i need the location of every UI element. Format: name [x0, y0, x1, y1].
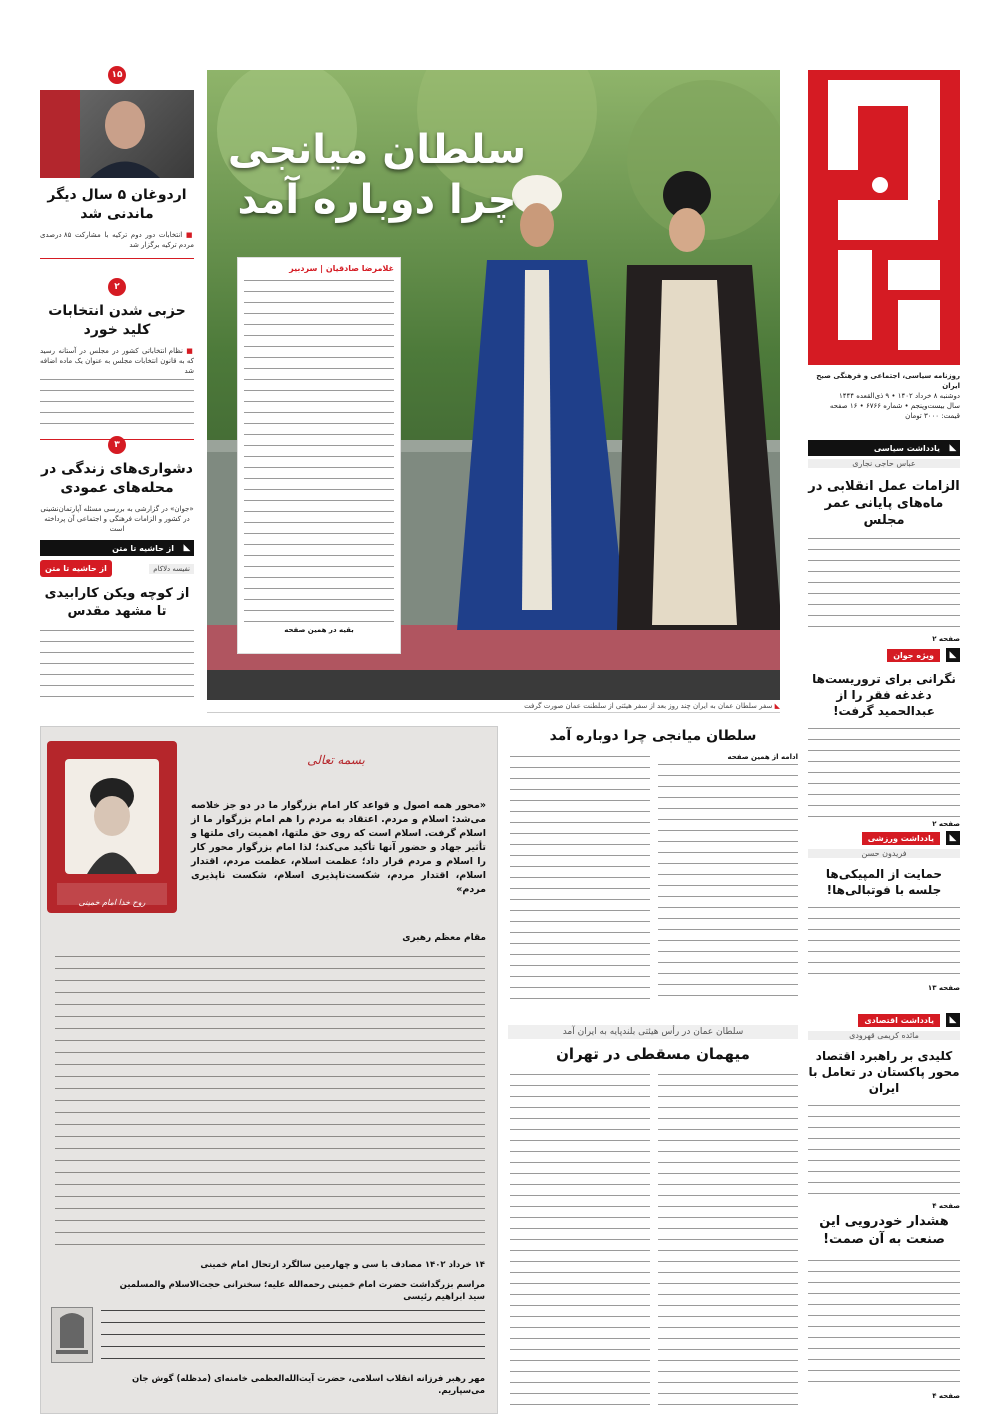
body-text	[808, 725, 960, 820]
section-bar	[808, 830, 960, 846]
note-political[interactable]	[808, 440, 960, 643]
continued: صفحه ۴	[932, 1202, 960, 1210]
continued: صفحه ۴	[932, 1392, 960, 1400]
page-number-badge: ۳	[108, 436, 126, 454]
headline[interactable]: اردوغان ۵ سال دیگر ماندنی شد	[47, 187, 187, 222]
summary: «جوان» در گزارشی به بررسی مسئله آپارتمان‌نشینی در کشور و الزامات فرهنگی و اجتماعی آن پرداخته است	[40, 505, 194, 533]
section-label: ویژه جوان	[887, 649, 940, 662]
headline-line1[interactable]: سلطان میانجی	[227, 127, 527, 173]
author: فریدون حسن	[808, 849, 960, 858]
editorial-continued: بقیه در همین صفحه	[284, 626, 354, 634]
editorial-byline: غلامرضا صادقیان | سردبیر	[289, 264, 394, 273]
page-number-badge: ۱۵	[108, 66, 126, 84]
arrow-icon: ◣	[946, 441, 960, 455]
body-text	[808, 1257, 960, 1392]
anniversary-box	[40, 726, 498, 1414]
column-badge: از حاشیه تا متن	[40, 560, 112, 577]
note-economic[interactable]	[808, 1012, 960, 1210]
kicker: سلطان عمان در رأس هیئتی بلندپایه به ایران آمد	[508, 1025, 798, 1039]
note-auto[interactable]	[808, 1213, 960, 1400]
body-text	[40, 627, 194, 707]
headline[interactable]: سلطان میانجی چرا دوباره آمد	[549, 728, 757, 744]
body-text	[808, 1102, 960, 1202]
body-col-1	[658, 761, 798, 1001]
ceremony-date: ۱۴ خرداد ۱۴۰۲ مصادف با سی و چهارمین سالگرد ارتحال امام خمینی	[200, 1260, 485, 1270]
main-headline[interactable]	[227, 125, 527, 225]
page-number-badge: ۲	[108, 278, 126, 296]
section-bar	[808, 1012, 960, 1028]
section-label: یادداشت ورزشی	[862, 832, 940, 845]
headline[interactable]: میهمان مسقطی در تهران	[556, 1045, 750, 1063]
closing-line: مهر رهبر فرزانه انقلاب اسلامی، حضرت آیت‌الله‌العظمی خامنه‌ای (مدظله) گوش جان می‌سپاریم.	[131, 1374, 485, 1396]
masthead-info	[808, 371, 960, 421]
erdogan-photo	[40, 90, 194, 178]
left-item-column[interactable]	[40, 540, 194, 707]
caption-icon: ◣	[774, 702, 780, 710]
issue-line: سال بیست‌وپنجم • شماره ۶۷۶۶ • ۱۶ صفحه	[829, 402, 960, 410]
section-bar	[40, 540, 194, 556]
ceremony-body	[101, 1307, 485, 1367]
arrow-icon: ◣	[946, 1013, 960, 1027]
left-item-apartments[interactable]	[40, 436, 194, 534]
section-bar	[808, 647, 960, 663]
price: قیمت: ۳۰۰۰ تومان	[905, 412, 960, 420]
section-label: یادداشت سیاسی	[873, 443, 940, 453]
author: مائده کریمی قهرودی	[808, 1031, 960, 1040]
body-text	[808, 535, 960, 635]
masthead	[808, 70, 960, 365]
continued-label: ادامه از همین صفحه	[727, 753, 798, 761]
paper-description: روزنامه سیاسی، اجتماعی و فرهنگی صبح ایران	[816, 372, 960, 390]
note-sports[interactable]	[808, 830, 960, 992]
editorial-body	[244, 277, 394, 622]
section-label: یادداشت اقتصادی	[858, 1014, 940, 1027]
divider	[40, 258, 194, 259]
arrow-icon: ◣	[180, 541, 194, 555]
portrait-illustration	[40, 90, 194, 178]
summary: ■ انتخابات دور دوم ترکیه با مشارکت ۸۵ درصدی مردم ترکیه برگزار شد	[40, 230, 194, 250]
author: عباس حاجی نجاری	[808, 459, 960, 468]
note-special[interactable]	[808, 647, 960, 828]
author: نفیسه دلاکام	[149, 564, 194, 574]
section-bar	[808, 440, 960, 456]
continued: صفحه ۲	[932, 635, 960, 643]
headline[interactable]: از کوچه ویکن کارابیدی تا مشهد مقدس	[44, 586, 190, 619]
arrow-icon: ◣	[946, 648, 960, 662]
headline[interactable]: دشواری‌های زندگی در محله‌های عمودی	[41, 461, 193, 496]
editorial-box[interactable]	[238, 258, 400, 653]
left-item-parties[interactable]	[40, 278, 194, 440]
headline[interactable]: کلیدی بر راهبرد اقتصاد محور پاکستان در تعامل با ایران	[808, 1049, 960, 1095]
section-label: از حاشیه تا متن	[112, 543, 174, 553]
body-col-2	[510, 1071, 650, 1411]
body-col-1	[658, 1071, 798, 1411]
headline[interactable]: نگرانی برای تروریست‌ها دغدغه فقر را از عبدالحمید گرفت!	[812, 672, 956, 718]
left-item-erdogan[interactable]	[40, 66, 194, 259]
signature-caption: روح خدا امام خمینی	[78, 898, 146, 907]
org-emblem	[51, 1307, 93, 1363]
oman-story[interactable]	[508, 1025, 798, 1411]
body-col-2	[510, 753, 650, 1003]
caption-text: سفر سلطان عمان به ایران چند روز بعد از سفر هیئتی از سلطنت عمان صورت گرفت	[524, 702, 773, 710]
logo-graphic	[808, 70, 960, 365]
headline[interactable]: الزامات عمل انقلابی در ماه‌های پایانی عمر مجلس	[808, 479, 960, 528]
body-text	[40, 376, 194, 431]
basmala: بسمه تعالی	[307, 753, 365, 767]
announcement-body	[55, 953, 485, 1253]
continued-story[interactable]	[508, 727, 798, 1003]
date-line: دوشنبه ۸ خرداد ۱۴۰۲ • ۹ ذی‌القعده ۱۴۴۴	[838, 392, 960, 400]
portrait-frame	[47, 741, 177, 913]
masthead-logo	[808, 70, 960, 365]
leader-quote: «محور همه اصول و قواعد کار امام بزرگوار ما در دو جز خلاصه می‌شد: اسلام و مردم. اعتقاد به مردم را هم امام بزرگوار ما از اسلام گرفت. اسلام است که روی حق ملتها، اهمیت رای ملتها و تأثیر جهاد و حضور آنها تأکید می‌کند؛ لذا امام بزرگوار محور کار را اسلام و مردم قرار داد؛ عظمت اسلام، عظمت مردم، اقتدار اسلام، اقتدار مردم، شکست‌ناپذیری اسلام، شکست ناپذیری مردم»	[191, 800, 486, 895]
continued: صفحه ۱۳	[927, 984, 960, 992]
headline[interactable]: حزبی شدن انتخابات کلید خورد	[48, 303, 186, 338]
photo-caption	[207, 702, 780, 713]
continued: صفحه ۲	[932, 820, 960, 828]
headline[interactable]: هشدار خودرویی این صنعت به آن صمت!	[819, 1214, 949, 1247]
quote-attribution: مقام معظم رهبری	[402, 933, 486, 943]
arrow-icon: ◣	[946, 831, 960, 845]
khomeini-portrait	[47, 741, 177, 913]
headline[interactable]: حمایت از المپیکی‌ها جلسه با فوتبالی‌ها!	[825, 867, 943, 897]
emblem-icon	[52, 1308, 92, 1362]
body-text	[808, 904, 960, 984]
headline-line2[interactable]: چرا دوباره آمد	[237, 177, 517, 223]
ceremony-highlight: مراسم بزرگداشت حضرت امام خمینی رحمه‌الله علیه؛ سخنرانی حجت‌الاسلام والمسلمین سید ابراهیم رئیسی	[119, 1280, 485, 1302]
summary: ■ نظام انتخاباتی کشور در مجلس در آستانه رسید که به قانون انتخابات مجلس به عنوان یک ماده اضافه شد	[40, 346, 194, 376]
